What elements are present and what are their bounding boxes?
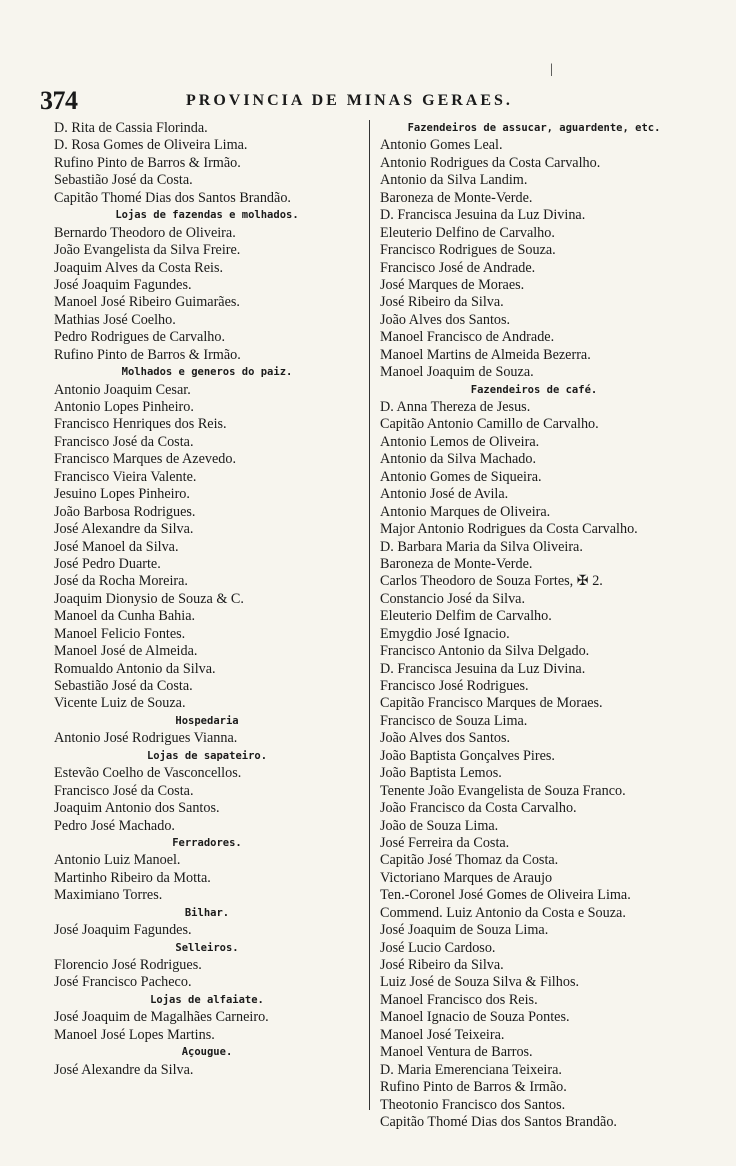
list-item: Baroneza de Monte-Verde. [380, 189, 533, 206]
list-item: Antonio Gomes Leal. [380, 137, 503, 154]
list-item: Theotonio Francisco dos Santos. [380, 1096, 566, 1113]
list-item: Manoel José Teixeira. [380, 1026, 505, 1043]
section-heading: Ferradores. [172, 836, 242, 849]
list-item: Antonio Rodrigues da Costa Carvalho. [380, 154, 601, 171]
list-item: Antonio da Silva Landim. [380, 172, 528, 189]
list-item: D. Anna Thereza de Jesus. [380, 399, 531, 415]
list-item: José Joaquim Fagundes. [54, 922, 192, 939]
list-item: Rufino Pinto de Barros & Irmão. [54, 346, 241, 363]
list-item: Manoel José de Almeida. [54, 643, 198, 660]
right-column [374, 120, 694, 1131]
list-item: Maximiano Torres. [54, 887, 163, 904]
section-heading: Hospedaria [175, 714, 239, 727]
list-item: Romualdo Antonio da Silva. [54, 660, 216, 677]
list-item: D. Maria Emerenciana Teixeira. [380, 1061, 562, 1078]
list-item: Estevão Coelho de Vasconcellos. [54, 765, 242, 782]
section-heading: Selleiros. [175, 941, 239, 954]
list-item: Pedro José Machado. [54, 817, 175, 834]
section-heading: Fazendeiros de café. [470, 383, 598, 396]
list-item: José da Rocha Moreira. [54, 573, 188, 590]
list-item: Antonio Luiz Manoel. [54, 852, 181, 869]
section-heading: Açougue. [181, 1046, 233, 1059]
list-item: Francisco Marques de Azevedo. [54, 451, 237, 468]
list-item: José Manoel da Silva. [54, 538, 179, 555]
list-item: Capitão Thomé Dias dos Santos Brandão. [54, 189, 291, 206]
list-item: D. Francisca Jesuina da Luz Divina. [380, 207, 586, 224]
list-item: João Francisco da Costa Carvalho. [380, 800, 577, 817]
list-item: Manoel José Ribeiro Guimarães. [54, 294, 240, 311]
list-item: Manoel Felicio Fontes. [54, 625, 186, 642]
list-item: Francisco José da Costa. [54, 433, 194, 450]
section-heading: Fazendeiros de assucar, aguardente, etc. [407, 122, 661, 134]
list-item: Mathias José Coelho. [54, 311, 176, 328]
list-item: Eleuterio Delfino de Carvalho. [380, 224, 555, 241]
list-item: José Joaquim de Magalhães Carneiro. [54, 1009, 269, 1026]
list-item: Rufino Pinto de Barros & Irmão. [380, 1079, 567, 1096]
list-item: Manoel José Lopes Martins. [54, 1026, 215, 1043]
list-item: João Evangelista da Silva Freire. [54, 242, 241, 259]
page-number: 374 [40, 86, 78, 115]
list-item: Rufino Pinto de Barros & Irmão. [54, 154, 241, 171]
list-item: José Joaquim de Souza Lima. [380, 922, 549, 939]
list-item: Constancio José da Silva. [380, 590, 526, 607]
list-item: Sebastião José da Costa. [54, 172, 193, 189]
list-item: Manoel Ventura de Barros. [380, 1044, 533, 1061]
list-item: José Ferreira da Costa. [380, 834, 510, 851]
list-item: Manoel Francisco dos Reis. [380, 991, 538, 1008]
list-item: Manoel Ignacio de Souza Pontes. [380, 1009, 570, 1026]
column-divider [369, 120, 370, 1110]
list-item: João Barbosa Rodrigues. [54, 503, 196, 520]
list-item: D. Francisca Jesuina da Luz Divina. [380, 660, 586, 677]
list-item: Manoel Joaquim de Souza. [380, 364, 534, 381]
list-item: Capitão Antonio Camillo de Carvalho. [380, 416, 599, 433]
list-item: Victoriano Marques de Araujo [380, 869, 553, 886]
list-item: José Alexandre da Silva. [54, 1061, 194, 1078]
list-item: José Ribeiro da Silva. [380, 957, 504, 973]
list-item: Eleuterio Delfim de Carvalho. [380, 608, 552, 625]
list-item: D. Rita de Cassia Florinda. [54, 120, 208, 136]
list-item: Antonio Gomes de Siqueira. [380, 468, 542, 485]
list-item: Joaquim Dionysio de Souza & C. [54, 590, 244, 607]
list-item: Francisco José da Costa. [54, 782, 194, 799]
list-item: José Pedro Duarte. [54, 555, 161, 572]
list-item: João de Souza Lima. [380, 817, 499, 834]
list-item: João Baptista Lemos. [380, 765, 502, 782]
list-item: Capitão Thomé Dias dos Santos Brandão. [380, 1113, 617, 1130]
section-heading: Lojas de alfaiate. [150, 993, 264, 1006]
margin-mark: | [550, 62, 553, 77]
list-item: Martinho Ribeiro da Motta. [54, 869, 211, 886]
list-item: Emygdio José Ignacio. [380, 625, 510, 642]
list-item: João Baptista Gonçalves Pires. [380, 747, 555, 764]
list-item: Joaquim Antonio dos Santos. [54, 800, 220, 817]
list-item: Vicente Luiz de Souza. [54, 695, 186, 712]
section-heading: Molhados e generos do paiz. [121, 366, 293, 379]
list-item: Francisco de Souza Lima. [380, 712, 528, 729]
list-item: João Alves dos Santos. [380, 730, 511, 747]
list-item: Antonio José de Avila. [380, 486, 509, 503]
list-item: Antonio da Silva Machado. [380, 451, 537, 468]
list-item: José Marques de Moraes. [380, 276, 525, 293]
list-item: José Lucio Cardoso. [380, 939, 496, 956]
list-item: José Ribeiro da Silva. [380, 294, 504, 311]
list-item: Manoel da Cunha Bahia. [54, 608, 196, 625]
list-item: Francisco Henriques dos Reis. [54, 416, 227, 433]
left-column [48, 120, 366, 1079]
list-item: Manoel Martins de Almeida Bezerra. [380, 346, 591, 363]
list-item: Pedro Rodrigues de Carvalho. [54, 329, 226, 346]
list-item: Antonio Marques de Oliveira. [380, 503, 551, 520]
list-item: Francisco Vieira Valente. [54, 468, 197, 485]
section-heading: Lojas de sapateiro. [146, 749, 268, 762]
list-item: Manoel Francisco de Andrade. [380, 329, 555, 346]
list-item: Ten.-Coronel José Gomes de Oliveira Lima. [380, 887, 631, 904]
list-item: Antonio José Rodrigues Vianna. [54, 730, 238, 747]
list-item: José Joaquim Fagundes. [54, 276, 192, 293]
list-item: Luiz José de Souza Silva & Filhos. [380, 974, 580, 991]
section-heading: Lojas de fazendas e molhados. [115, 209, 299, 222]
list-item: Francisco Rodrigues de Souza. [380, 242, 556, 259]
list-item: José Francisco Pacheco. [54, 974, 192, 991]
list-item: Joaquim Alves da Costa Reis. [54, 259, 224, 276]
list-item: Tenente João Evangelista de Souza Franco. [380, 782, 626, 799]
list-item: Francisco José Rodrigues. [380, 678, 529, 694]
list-item: Capitão Francisco Marques de Moraes. [380, 695, 603, 712]
list-item: Carlos Theodoro de Souza Fortes, ✠ 2. [380, 573, 603, 590]
list-item: Francisco José de Andrade. [380, 259, 536, 276]
list-item: Florencio José Rodrigues. [54, 957, 202, 973]
list-item: Antonio Lemos de Oliveira. [380, 433, 540, 450]
list-item: D. Rosa Gomes de Oliveira Lima. [54, 137, 248, 154]
list-item: D. Barbara Maria da Silva Oliveira. [380, 538, 583, 555]
list-item: Sebastião José da Costa. [54, 678, 193, 694]
list-item: Commend. Luiz Antonio da Costa e Souza. [380, 904, 626, 921]
page-title: PROVINCIA DE MINAS GERAES. [186, 92, 513, 109]
list-item: Major Antonio Rodrigues da Costa Carvalho. [380, 521, 638, 538]
list-item: João Alves dos Santos. [380, 311, 511, 328]
list-item: Capitão José Thomaz da Costa. [380, 852, 559, 869]
list-item: Bernardo Theodoro de Oliveira. [54, 224, 236, 241]
section-heading: Bilhar. [184, 906, 230, 919]
list-item: José Alexandre da Silva. [54, 521, 194, 538]
list-item: Antonio Lopes Pinheiro. [54, 399, 194, 415]
list-item: Jesuino Lopes Pinheiro. [54, 486, 190, 503]
list-item: Baroneza de Monte-Verde. [380, 555, 533, 572]
list-item: Antonio Joaquim Cesar. [54, 381, 191, 398]
list-item: Francisco Antonio da Silva Delgado. [380, 643, 590, 660]
